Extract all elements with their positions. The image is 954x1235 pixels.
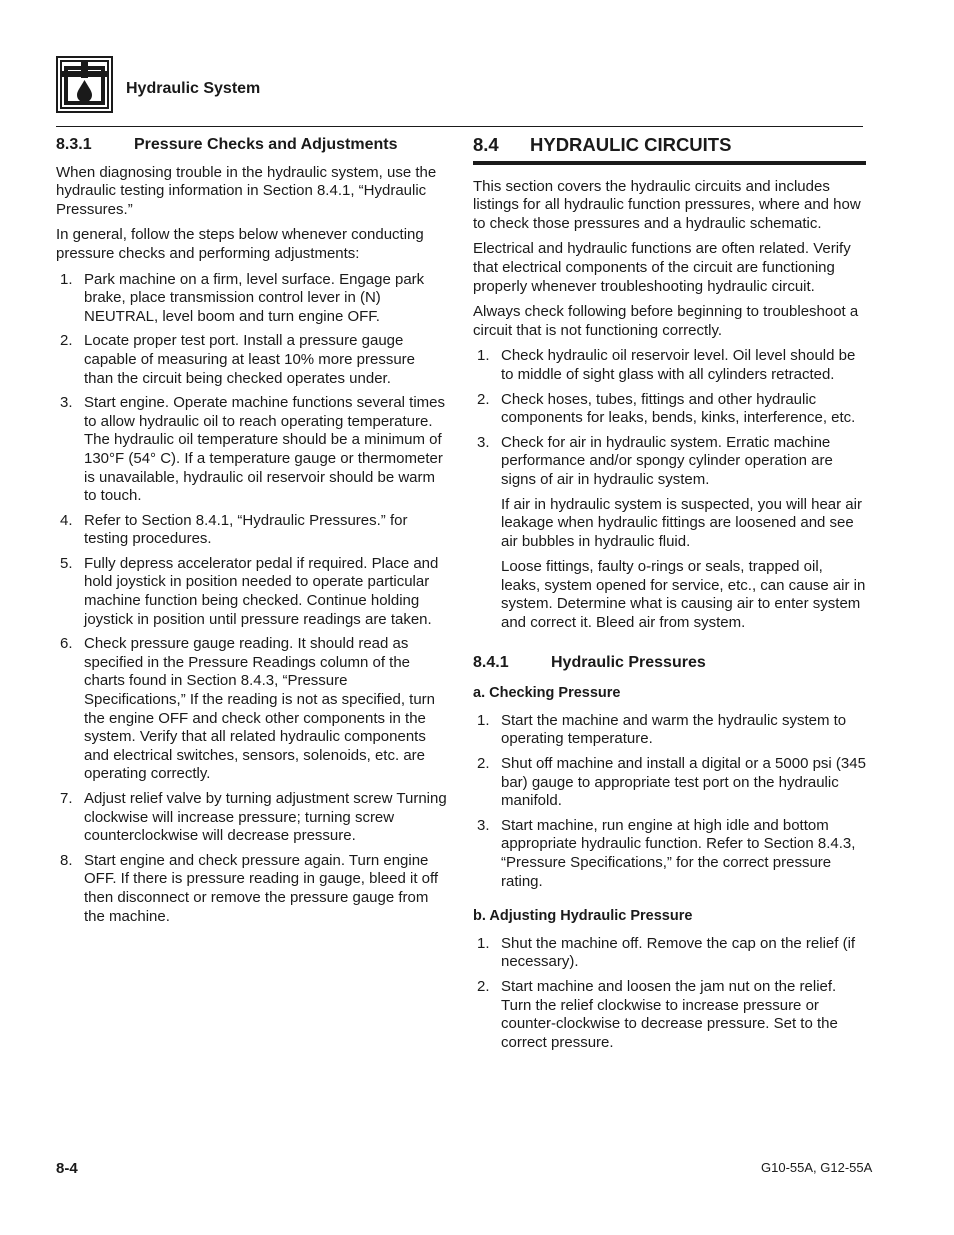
- air-note-paragraph: Loose fittings, faulty o-rings or seals, trapped oil, leaks, system opened for service, etc., can cause air in system. Determine what is causing air to enter system and correct it. Bleed air from system.: [501, 558, 866, 632]
- hydraulic-system-icon: [56, 56, 113, 113]
- intro-paragraph: When diagnosing trouble in the hydraulic system, use the hydraulic testing information in Section 8.4.1, “Hydraulic Pressures.”: [56, 163, 437, 218]
- list-item: 2. Check hoses, tubes, fittings and other hydraulic components for leaks, bends, kinks, interference, etc.: [477, 390, 856, 427]
- header-divider: [56, 126, 863, 127]
- list-item: 3. Check for air in hydraulic system. Erratic machine performance and/or spongy cylinder operation are signs of air in hydraulic system.: [477, 433, 833, 488]
- preliminary-checks: [473, 347, 866, 489]
- list-item: 5. Fully depress accelerator pedal if required. Place and hold joystick in position needed to operate particular machine function being checked. Continue holding joystick in position until pressure readings are taken.: [60, 554, 439, 628]
- section-heading-8-3-1: 8.3.1 Pressure Checks and Adjustments: [56, 136, 398, 153]
- body-paragraph: This section covers the hydraulic circuits and includes listings for all hydraulic function pressures, where and how to check those pressures and a hydraulic schematic.: [473, 177, 861, 232]
- checking-pressure-steps: [473, 712, 866, 891]
- list-item: 4. Refer to Section 8.4.1, “Hydraulic Pressures.” for testing procedures.: [60, 511, 408, 548]
- right-column: [473, 136, 866, 1058]
- adjusting-pressure-steps: [473, 935, 866, 1053]
- list-item: 2. Start machine and loosen the jam nut on the relief. Turn the relief clockwise to increase pressure or counter-clockwise to decrease pressure. Set to the correct pressure.: [477, 977, 838, 1051]
- intro-paragraph: In general, follow the steps below whenever conducting pressure checks and performing adjustments:: [56, 226, 424, 262]
- body-paragraph: Always check following before beginning to troubleshoot a circuit that is not functioning correctly.: [473, 303, 859, 339]
- list-item: 1. Check hydraulic oil reservoir level. Oil level should be to middle of sight glass with all cylinders retracted.: [477, 347, 856, 383]
- list-item: 2. Locate proper test port. Install a pressure gauge capable of measuring at least 10% more pressure than the circuit being checked operates under.: [60, 332, 416, 387]
- page-number: 8-4: [56, 1160, 78, 1177]
- section-heading-8-4: 8.4 HYDRAULIC CIRCUITS: [473, 136, 866, 165]
- list-item: 6. Check pressure gauge reading. It should read as specified in the Pressure Readings column of the charts found in Section 8.4.3, “Pressure Specifications,” If the reading is not as specified, turn the engine OFF and check other components in the system. Verify that all related hydraulic components and electrical switches, sensors, solenoids, etc. are operating correctly.: [60, 635, 436, 783]
- list-item: 7. Adjust relief valve by turning adjustment screw Turning clockwise will increase pressure; turning screw counterclockwise will decrease pressure.: [60, 790, 447, 845]
- checking-pressure-heading: a. Checking Pressure: [473, 685, 621, 702]
- list-item: 8. Start engine and check pressure again. Turn engine OFF. If there is pressure reading in gauge, bleed it off then disconnect or remove the pressure gauge from the machine.: [60, 851, 439, 925]
- list-item: 3. Start machine, run engine at high idle and bottom appropriate hydraulic function. Refer to Section 8.4.3, “Pressure Specifications,” for the correct pressure rating.: [477, 816, 856, 890]
- adjusting-pressure-heading: b. Adjusting Hydraulic Pressure: [473, 908, 693, 925]
- list-item: 3. Start engine. Operate machine functions several times to allow hydraulic oil to reach operating temperature. The hydraulic oil temperature should be a minimum of 130°F (54° C). If a temperature gauge or thermometer is unavailable, hydraulic oil reservoir should be warm to touch.: [60, 394, 446, 505]
- list-item: 1. Shut the machine off. Remove the cap on the relief (if necessary).: [477, 934, 856, 971]
- model-numbers: G10-55A, G12-55A: [761, 1160, 873, 1175]
- section-heading-8-4-1: 8.4.1 Hydraulic Pressures: [473, 653, 706, 671]
- left-column: [56, 136, 448, 932]
- air-note-paragraph: If air in hydraulic system is suspected, you will hear air leakage when hydraulic fittings are loosened and see air bubbles in hydraulic fluid.: [501, 495, 862, 550]
- list-item: 2. Shut off machine and install a digital or a 5000 psi (345 bar) gauge to appropriate test port on the hydraulic manifold.: [477, 755, 866, 810]
- pressure-check-steps: [56, 271, 448, 927]
- list-item: 1. Park machine on a firm, level surface. Engage park brake, place transmission control lever in (N) NEUTRAL, level boom and turn engine OFF.: [60, 270, 425, 325]
- header-title: Hydraulic System: [126, 80, 261, 97]
- list-item: 1. Start the machine and warm the hydraulic system to operating temperature.: [477, 711, 847, 748]
- body-paragraph: Electrical and hydraulic functions are often related. Verify that electrical components of the circuit are functioning properly whenever troubleshooting hydraulic circuit.: [473, 240, 851, 295]
